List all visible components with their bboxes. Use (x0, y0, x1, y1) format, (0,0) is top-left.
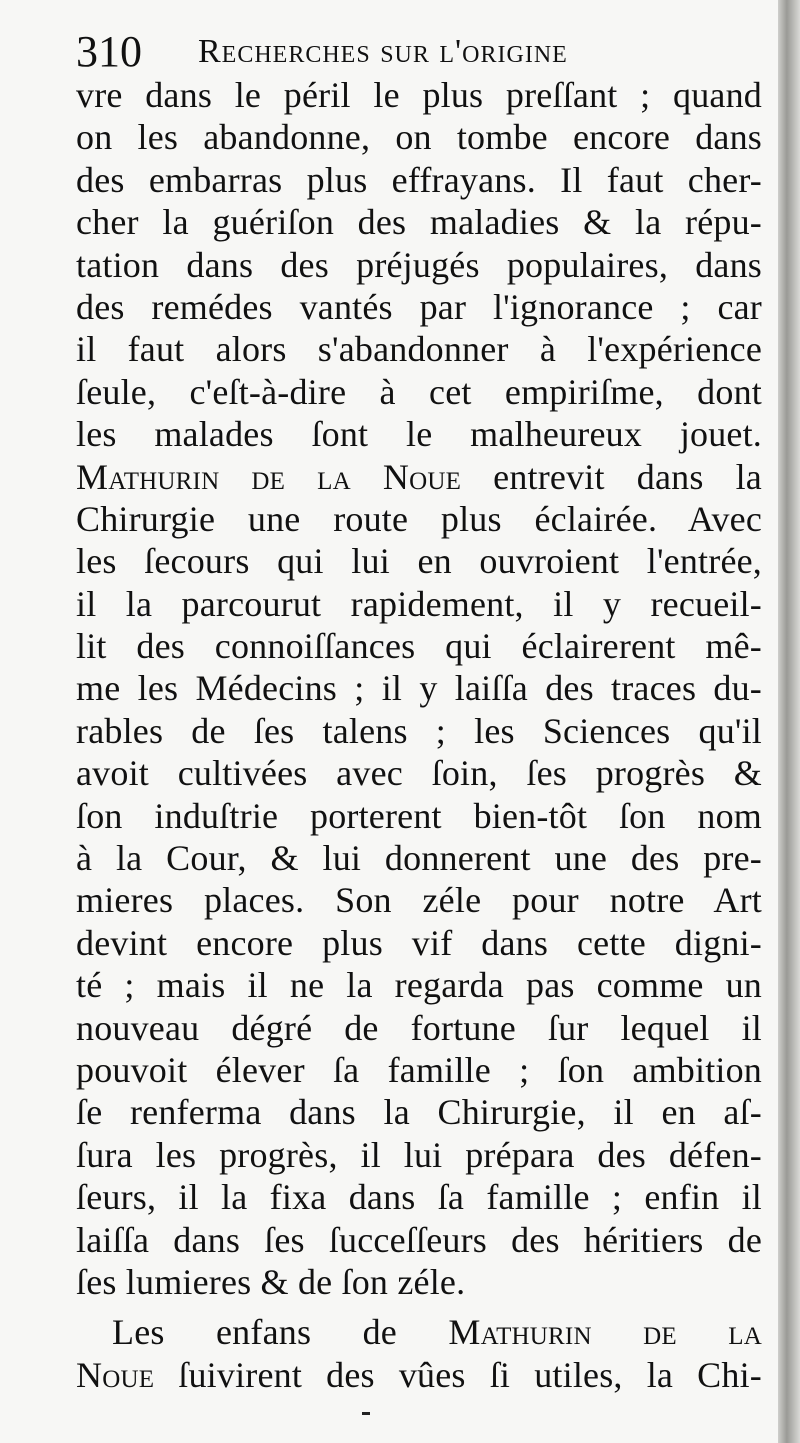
text-line: Chirurgie une route plus éclairée. Avec (76, 498, 762, 539)
text-line: des remédes vantés par l'ignorance ; car (76, 286, 762, 327)
text-line: té ; mais il ne la regarda pas comme un (76, 965, 762, 1006)
text-line: rables de ſes talens ; les Sciences qu'il (76, 710, 762, 751)
person-name: Mathurin de la Noue (76, 456, 462, 497)
text-line: à la Cour, & lui donnerent une des pre- (76, 838, 762, 879)
text-line: on les abandonne, on tombe encore dans (76, 117, 762, 158)
text-line: des embarras plus effrayans. Il faut cher- (76, 159, 762, 200)
text-line: les ſecours qui lui en ouvroient l'entrée, (76, 541, 762, 582)
text-line: ſes lumieres & de ſon zéle. (76, 1261, 466, 1302)
text-line: il faut alors s'abandonner à l'expérience (76, 329, 762, 370)
text-line: il la parcourut rapidement, il y recueil- (76, 583, 762, 624)
text-line: mieres places. Son zéle pour notre Art (76, 880, 762, 921)
person-name: Noue (76, 1354, 155, 1395)
text-line: vre dans le péril le plus preſſant ; quand (76, 75, 762, 115)
text-line: cher la guériſon des maladies & la répu- (76, 202, 762, 243)
text-line: les malades ſont le malheureux jouet. (76, 414, 762, 455)
line-text: entrevit dans la (461, 456, 762, 497)
text-line: devint encore plus vif dans cette digni- (76, 922, 762, 963)
line-text: ſuivirent des vûes ſi utiles, la Chi- (154, 1354, 762, 1395)
paragraph-gap (76, 1303, 762, 1311)
text-line: ſe renferma dans la Chirurgie, il en aſ- (76, 1092, 762, 1133)
running-title: Recherches sur l'origine (198, 33, 568, 70)
text-line: pouvoit élever ſa famille ; ſon ambition (76, 1049, 762, 1090)
text-line (76, 1311, 762, 1353)
body-text (76, 74, 762, 1396)
text-line (76, 1354, 762, 1396)
page-edge-shadow (778, 0, 800, 1443)
running-head (76, 24, 716, 80)
text-line: avoit cultivées avec ſoin, ſes progrès & (76, 753, 762, 794)
text-line: lit des connoiſſances qui éclairerent mê- (76, 626, 762, 667)
bottom-mark (362, 1412, 370, 1415)
text-line: tation dans des préjugés populaires, dans (76, 244, 762, 285)
text-line (76, 456, 762, 498)
text-line: ſura les progrès, il lui prépara des défen- (76, 1134, 762, 1175)
text-line: laiſſa dans ſes ſucceſſeurs des héritiers de (76, 1219, 762, 1260)
text-line: ſeule, c'eſt-à-dire à cet empiriſme, dont (76, 371, 762, 412)
text-line: nouveau dégré de fortune ſur lequel il (76, 1007, 762, 1048)
person-name: Mathurin de la (448, 1312, 762, 1353)
text-line: me les Médecins ; il y laiſſa des traces du- (76, 668, 762, 709)
line-text: Les enfans de (112, 1312, 449, 1353)
page-number: 310 (76, 27, 142, 76)
text-line: ſeurs, il la fixa dans ſa famille ; enfin il (76, 1177, 762, 1218)
text-line: ſon induſtrie porterent bien-tôt ſon nom (76, 795, 762, 836)
